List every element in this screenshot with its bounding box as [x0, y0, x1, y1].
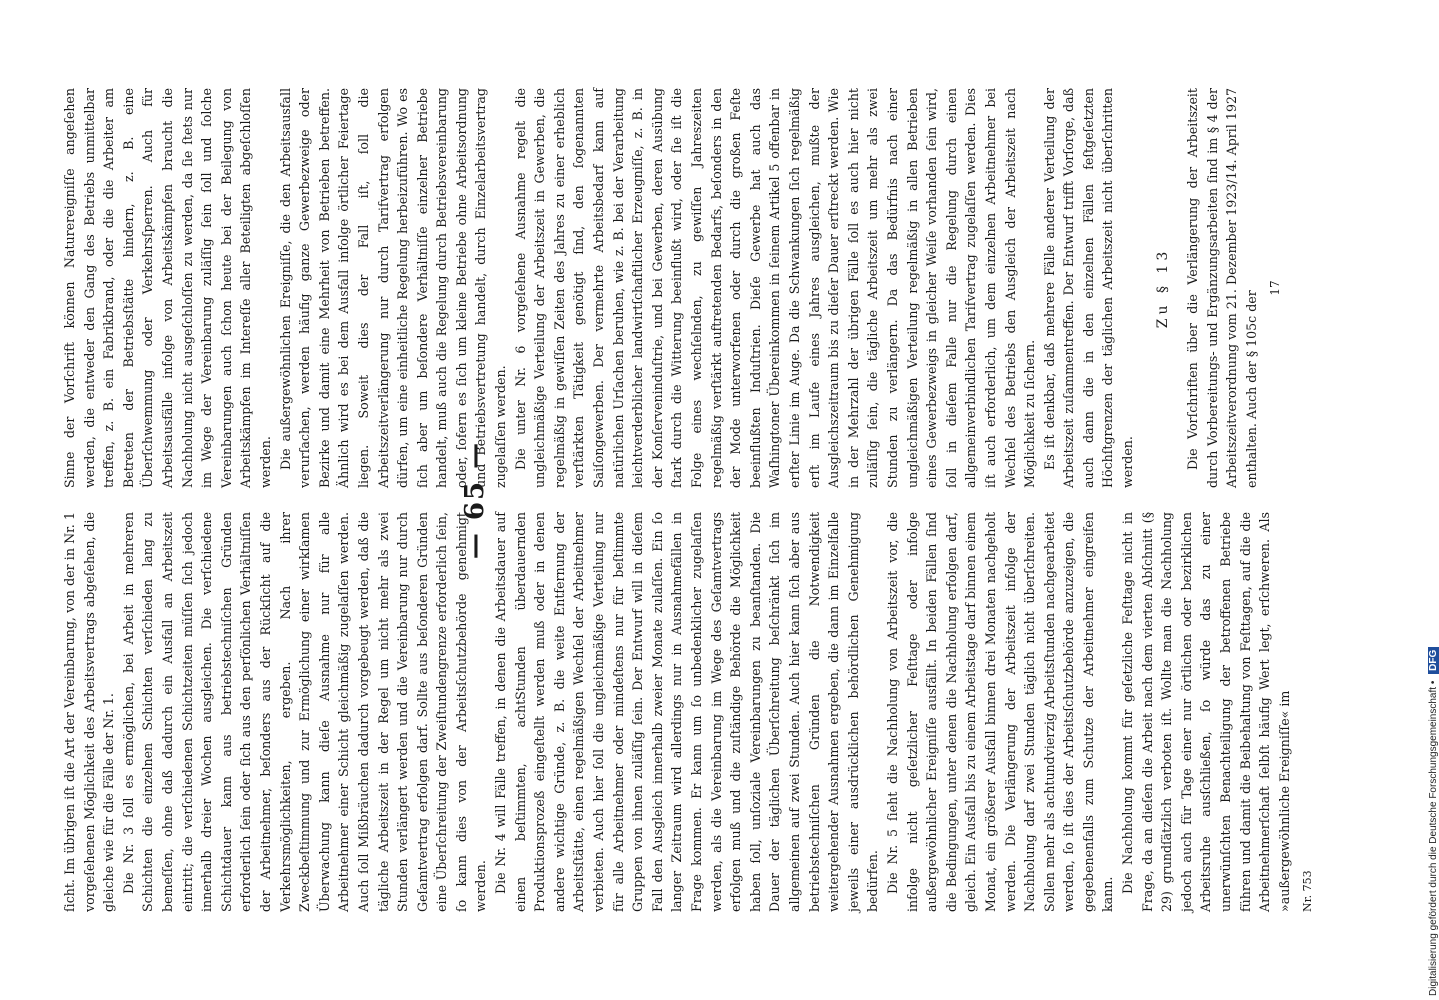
paragraph: Die Nr. 3 ſoll es ermöglichen, bei Arbeit in mehreren Schichten die einzelnen Schichten verſchieden lang zu bemeſſen, ohne daß dadurch ein Ausfall an Arbeitszeit eintritt; die verſchiedenen Schichtzeiten müſſen ſich jedoch innerhalb dreier Wochen ausgleichen. Die verſchiedene Schichtdauer kann aus betriebstechniſchen Gründen erforderlich ſein oder ſich aus den perſönlichen Verhältniſſen der Arbeitnehmer, beſonders aus der Rückſicht auf die Verkehrsmöglichkeiten, ergeben. Nach ihrer Zweckbeſtimmung und zur Ermöglichung einer wirkſamen Überwachung kann dieſe Ausnahme nur für alle Arbeitnehmer einer Schicht gleichmäßig zugelaſſen werden. Auch ſoll Mißbräuchen dadurch vorgebeugt werden, daß die tägliche Arbeitszeit in der Regel um nicht mehr als zwei Stunden verlängert werden und die Vereinbarung nur durch Geſamtvertrag erfolgen darf. Sollte aus beſonderen Gründen eine Überſchreitung der Zweiſtundengrenze erforderlich ſein, ſo kann dies von der Arbeitsſchutzbehörde genehmigt werden.: [120, 512, 489, 912]
paragraph: Die außergewöhnlichen Ereigniſſe, die den Arbeitsausfall verurſachen, werden häufig ganze Gewerbezweige oder Bezirke und damit eine Mehrheit von Betrieben betreffen. Ähnlich wird es bei dem Ausfall infolge örtlicher Feiertage liegen. Soweit dies der Fall iſt, ſoll die Arbeitszeitverlängerung nur durch Tarifvertrag erfolgen dürfen, um eine einheitliche Regelung herbeizuführen. Wo es ſich aber um beſondere Verhältniſſe einzelner Betriebe handelt, muß auch die Regelung durch Betriebsvereinbarung oder, ſofern es ſich um kleine Betriebe ohne Arbeitsordnung und Betriebsvertretung handelt, durch Einzelarbeitsvertrag zugelaſſen werden.: [277, 88, 509, 488]
section-title: Zu § 13: [1154, 247, 1171, 329]
footnote-ref: Nr. 753: [1301, 870, 1315, 912]
document-page: [60, 80, 1380, 920]
paragraph: ſicht. Im übrigen iſt die Art der Vereinbarung, von der in Nr. 1 vorgeſehenen Möglichkeit des Arbeitsvertrags abgeſehen, die gleiche wie für die Fälle der Nr. 1.: [62, 512, 117, 912]
dfg-notice: [1428, 647, 1439, 996]
page-header-number: — 65 —: [460, 440, 490, 560]
page-footer-number: 17: [1267, 280, 1282, 296]
paragraph: Die unter Nr. 6 vorgeſehene Ausnahme regelt die ungleichmäßige Verteilung der Arbeitszeit in Gewerben, die regelmäßig in gewiſſen Zeiten des Jahres zu einer erheblich verſtärkten Tätigkeit genötigt ſind, den ſogenannten Saiſongewerben. Der vermehrte Arbeitsbedarf kann auf natürlichen Urſachen beruhen, wie z. B. bei der Verarbeitung leichtverderblicher landwirtſchaftlicher Erzeugniſſe, z. B. in der Konſerveninduſtrie, und bei Gewerben, deren Ausübung ſtark durch die Witterung beeinflußt wird, oder ſie iſt die Folge eines wechſelnden, zu gewiſſen Jahreszeiten regelmäßig verſtärkt auftretenden Bedarfs, beſonders in den der Mode unterworfenen oder durch die großen Feſte beeinflußten Induſtrien. Dieſe Gewerbe hat auch das Waſhingtoner Übereinkommen in ſeinem Artikel 5 offenbar in erſter Linie im Auge. Da die Schwankungen ſich regelmäßig erſt im Laufe eines Jahres ausgleichen, mußte der Ausgleichszeitraum bis zu dieſer Dauer erſtreckt werden. Wie in der Mehrzahl der übrigen Fälle ſoll es auch hier nicht zuläſſig ſein, die tägliche Arbeitszeit um mehr als zwei Stunden zu verlängern. Da das Bedürfnis nach einer ungleichmäßigen Verteilung regelmäßig in allen Betrieben eines Gewerbezweigs in gleicher Weiſe vorhanden ſein wird, ſoll in dieſem Falle nur die Regelung durch einen allgemeinverbindlichen Tarifvertrag zugelaſſen werden. Dies iſt auch erforderlich, um dem einzelnen Arbeitnehmer bei Wechſel des Betriebs den Ausgleich der Arbeitszeit nach Möglichkeit zu ſichern.: [512, 88, 1038, 488]
paragraph: Die Nr. 5 ſieht die Nachholung von Arbeitszeit vor, die infolge nicht geſetzlicher Feſttage oder infolge außergewöhnlicher Ereigniſſe ausfällt. In beiden Fällen ſind die Bedingungen, unter denen die Nachholung erfolgen darf, gleich. Ein Ausfall bis zu einem Arbeitstage darf binnen einem Monat, ein größerer Ausfall binnen drei Monaten nachgeholt werden. Die Verlängerung der Arbeitszeit infolge der Nachholung darf zwei Stunden täglich nicht überſchreiten. Sollen mehr als achtundvierzig Arbeitsſtunden nachgearbeitet werden, ſo iſt dies der Arbeitsſchutzbehörde anzuzeigen, die gegebenenfalls zum Schutze der Arbeitnehmer eingreifen kann.: [884, 512, 1116, 912]
dfg-logo: DFG: [1428, 647, 1439, 674]
paragraph: Die Nachholung kommt für geſetzliche Feſttage nicht in Frage, da an dieſen die Arbeit nach dem vierten Abſchnitt (§ 29) grundſätzlich verboten iſt. Wollte man die Nachholung jedoch auch für Tage einer nur örtlichen oder bezirklichen Arbeitsruhe ausſchließen, ſo würde das zu einer unerwünſchten Benachteiligung der betroffenen Betriebe führen und damit die Beibehaltung von Feſttagen, auf die die Arbeitnehmerſchaft ſelbſt häufig Wert legt, erſchweren. Als »außergewöhnliche Ereigniſſe« im: [1120, 512, 1292, 912]
paragraph: Sinne der Vorſchrift können Naturereigniſſe angeſehen werden, die entweder den Gang des Betriebs unmittelbar treffen, z. B. ein Fabrikbrand, oder die die Arbeiter am Betreten der Betriebsſtätte hindern, z. B. eine Überſchwemmung oder Verkehrsſperren. Auch für Arbeitsausfälle infolge von Arbeitskämpfen braucht die Nachholung nicht ausgeſchloſſen zu werden, da ſie ſtets nur im Wege der Vereinbarung zuläſſig ſein ſoll und ſolche Vereinbarungen auch ſchon heute bei der Beilegung von Arbeitskämpfen im Intereſſe aller Beteiligten abgeſchloſſen werden.: [62, 88, 273, 488]
dfg-notice-text: Digitalisierung gefördert durch die Deutsche Forschungsgemeinschaft •: [1428, 680, 1439, 996]
paragraph: Die Vorſchriften über die Verlängerung der Arbeitszeit durch Vorbereitungs- und Ergänzungsarbeiten ſind im § 4 der Arbeitszeitverordnung vom 21. Dezember 1923/14. April 1927 enthalten. Auch der § 105c der: [1185, 88, 1260, 488]
paragraph: Die Nr. 4 will Fälle treffen, in denen die Arbeitsdauer auf einen beſtimmten, achtStunden überdauernden Produktionsprozeß eingeſtellt werden muß oder in denen andere wichtige Gründe, z. B. die weite Entfernung der Arbeitsſtätte, einen regelmäßigen Wechſel der Arbeitnehmer verbieten. Auch hier ſoll die ungleichmäßige Verteilung nur für alle Arbeitnehmer oder mindeſtens nur für beſtimmte Gruppen von ihnen zuläſſig ſein. Der Entwurf will in dieſem Fall den Ausgleich innerhalb zweier Monate zulaſſen. Ein ſo langer Zeitraum wird allerdings nur in Ausnahmefällen in Frage kommen. Er kann um ſo unbedenklicher zugelaſſen werden, als die Vereinbarung im Wege des Geſamtvertrags erfolgen muß und die zuſtändige Behörde die Möglichkeit haben ſoll, unſoziale Vereinbarungen zu beanſtanden. Die Dauer der täglichen Überſchreitung beſchränkt ſich im allgemeinen auf zwei Stunden. Auch hier kann ſich aber aus betriebstechniſchen Gründen die Notwendigkeit weitergehender Ausnahmen ergeben, die dann im Einzelfalle jeweils einer ausdrücklichen behördlichen Genehmigung bedürfen.: [493, 512, 881, 912]
right-column: [60, 88, 1282, 488]
left-column: [60, 512, 1315, 912]
paragraph: Es iſt denkbar, daß mehrere Fälle anderer Verteilung der Arbeitszeit zuſammentreffen. Der Entwurf trifft Vorſorge, daß auch dann die in den einzelnen Fällen feſtgeſetzten Höchſtgrenzen der täglichen Arbeitszeit nicht überſchritten werden.: [1041, 88, 1136, 488]
